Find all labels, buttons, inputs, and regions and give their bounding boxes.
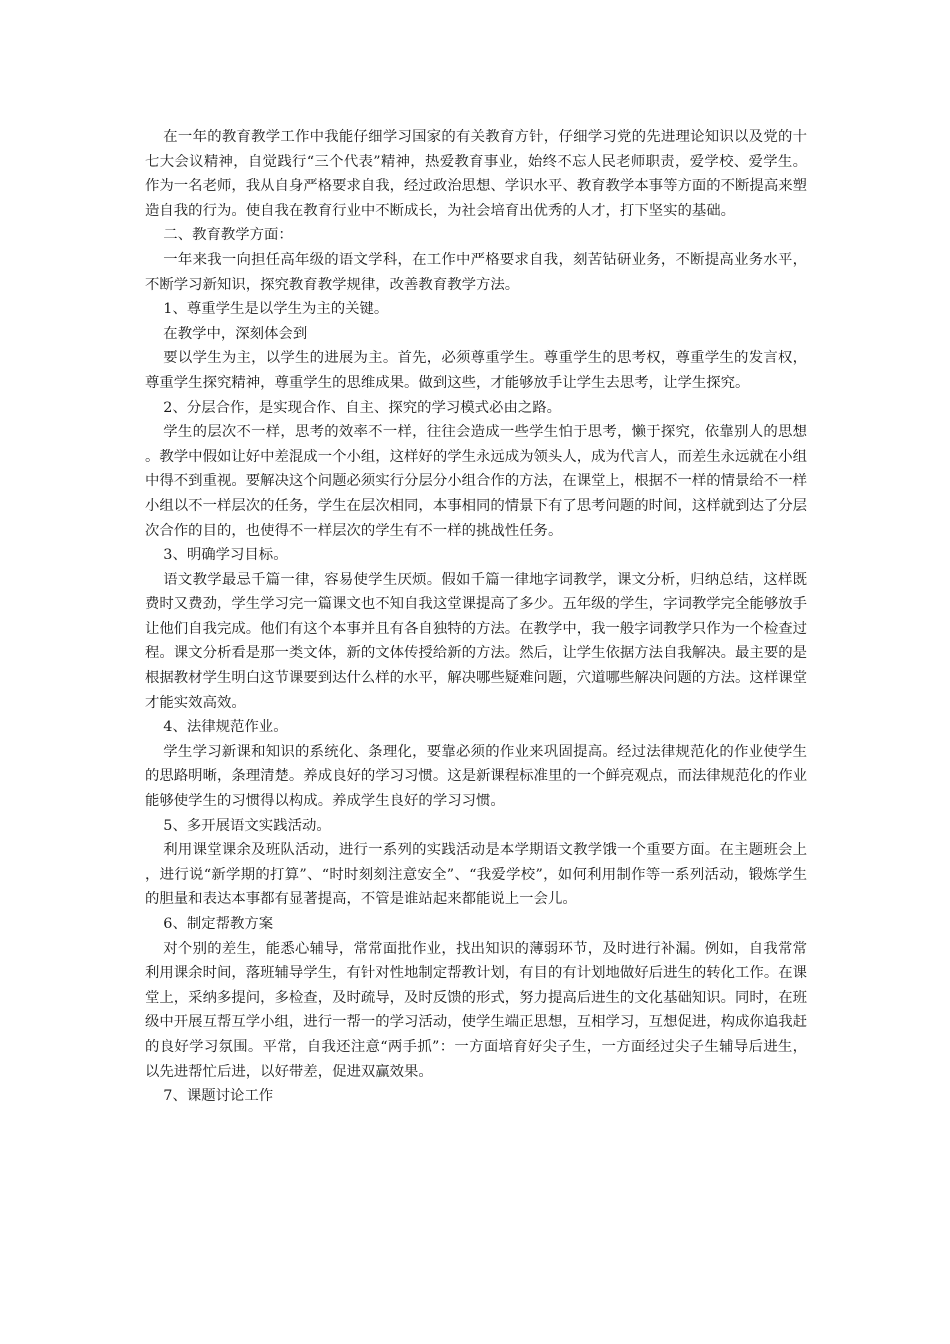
section-heading-teaching: 二、教育教学方面： (163, 227, 293, 244)
item-heading-3: 3、明确学习目标。 (163, 547, 288, 564)
item-heading-4: 4、法律规范作业。 (163, 719, 288, 736)
paragraph-2: 学生的层次不一样，思考的效率不一样，往往会造成一些学生怕于思考，懒于探究，依靠别人的思想。教学中假如让好中差混成一个小组，这样好的学生永远成为领头人，成为代言人，而差生永远就在小组中得不到重视。要解决这个问题必须实行分层分小组合作的方法，在课堂上，根据不一样的情景给不一样小组以不一样层次的任务，学生在层次相同，本事相同的情景下有了思考问题的时间，这样就到达了分层次合作的目的，也使得不一样层次的学生有不一样的挑战性任务。 (145, 424, 807, 539)
paragraph-3: 语文教学最忌千篇一律，容易使学生厌烦。假如千篇一律地字词教学，课文分析，归纳总结，这样既费时又费劲，学生学习完一篇课文也不知自我这堂课提高了多少。五年级的学生，字词教学完全能够放手让他们自我完成。他们有这个本事并且有各自独特的方法。在教学中，我一般字词教学只作为一个检查过程。课文分析看是那一类文体，新的文体传授给新的方法。然后，让学生依据方法自我解决。最主要的是根据教材学生明白这节课要到达什么样的水平，解决哪些疑难问题，穴道哪些解决问题的方法。这样课堂才能实效高效。 (145, 571, 807, 711)
item-heading-6: 6、制定帮教方案 (163, 916, 274, 932)
document-body (145, 125, 807, 1109)
paragraph-teaching-overview: 一年来我一向担任高年级的语文学科，在工作中严格要求自我，刻苦钻研业务，不断提高业务水平，不断学习新知识，探究教育教学规律，改善教育教学方法。 (145, 251, 807, 293)
paragraph-1a: 在教学中，深刻体会到 (163, 325, 308, 342)
item-heading-1: 1、尊重学生是以学生为主的关键。 (163, 301, 389, 318)
paragraph-4: 学生学习新课和知识的系统化、条理化，要靠必须的作业来巩固提高。经过法律规范化的作业使学生的思路明晰，条理清楚。养成良好的学习习惯。这是新课程标准里的一个鲜亮观点，而法律规范化的作业能够使学生的习惯得以构成。养成学生良好的学习习惯。 (145, 743, 807, 810)
paragraph-5: 利用课堂课余及班队活动，进行一系列的实践活动是本学期语文教学饿一个重要方面。在主题班会上，进行说“新学期的打算”、“时时刻刻注意安全”、“我爱学校”，如何利用制作等一系列活动，锻炼学生的胆量和表达本事都有显著提高，不管是谁站起来都能说上一会儿。 (145, 842, 807, 908)
item-heading-7: 7、课题讨论工作 (163, 1088, 274, 1105)
item-heading-2: 2、分层合作，是实现合作、自主、探究的学习模式必由之路。 (163, 399, 562, 416)
paragraph-1b: 要以学生为主，以学生的进展为主。首先，必须尊重学生。尊重学生的思考权，尊重学生的发言权，尊重学生探究精神，尊重学生的思维成果。做到这些，才能够放手让学生去思考，让学生探究。 (145, 350, 807, 391)
item-heading-5: 5、多开展语文实践活动。 (163, 817, 331, 834)
paragraph-intro: 在一年的教育教学工作中我能仔细学习国家的有关教育方针，仔细学习党的先进理论知识以及党的十七大会议精神，自觉践行“三个代表”精神，热爱教育事业，始终不忘人民老师职责，爱学校、爱学生。作为一名老师，我从自身严格要求自我，经过政治思想、学识水平、教育教学本事等方面的不断提高来塑造自我的行为。使自我在教育行业中不断成长，为社会培育出优秀的人才，打下坚实的基础。 (145, 129, 807, 219)
paragraph-6: 对个别的差生，能悉心辅导，常常面批作业，找出知识的薄弱环节，及时进行补漏。例如，自我常常利用课余时间，落班辅导学生，有针对性地制定帮教计划，有目的有计划地做好后进生的转化工作。在课堂上，采纳多提问，多检查，及时疏导，及时反馈的形式，努力提高后进生的文化基础知识。同时，在班级中开展互帮互学小组，进行一帮一的学习活动，使学生端正思想，互相学习，互想促进，构成你追我赶的良好学习氛围。平常，自我还注意“两手抓”：一方面培育好尖子生，一方面经过尖子生辅导后进生，以先进帮忙后进，以好带差，促进双赢效果。 (145, 940, 807, 1080)
